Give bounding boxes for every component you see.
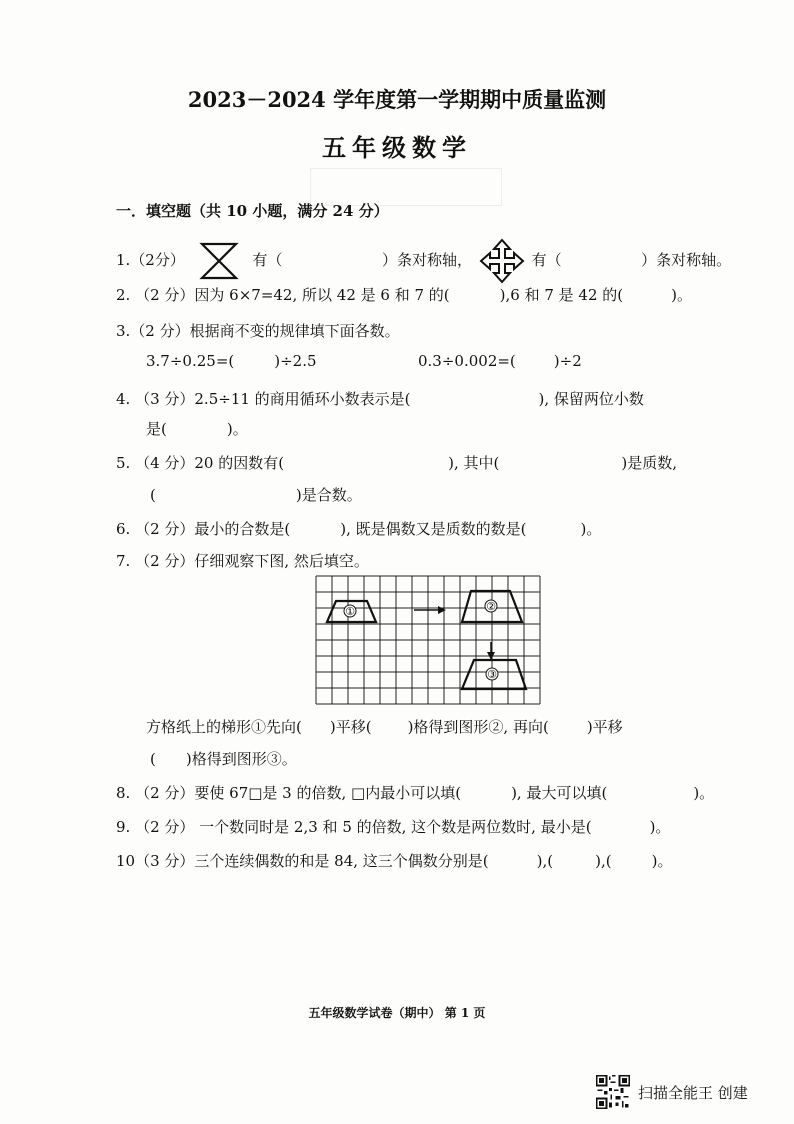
q7-l2b: )格得到图形③。 [185,750,297,768]
section-heading: 一．填空题（共 10 小题，满分 24 分） [116,202,389,220]
arrow-right-icon [438,606,446,614]
q6-mid: ), 既是偶数又是质数的数是( [340,520,527,538]
q1-text-3: 有（ [531,251,562,269]
q7-l1b: )平移( [329,718,372,736]
question-5-line-2 [150,484,362,505]
bleed-through-mark [310,168,502,206]
q4-text: 4. （3 分）2.5÷11 的商用循环小数表示是( [116,390,411,408]
q3-b-right: )÷2 [553,352,582,370]
q3-a-left: 3.7÷0.25=( [146,352,235,370]
q10-text: 10（3 分）三个连续偶数的和是 84, 这三个偶数分别是( [116,852,489,870]
grid-figure [314,574,546,706]
q4-mid: ), 保留两位小数 [538,390,644,408]
q10-end: )。 [651,852,673,870]
scanner-watermark [596,1075,748,1109]
q5-l2a: ( [150,486,156,504]
question-7-line-1 [146,716,623,737]
grid-lines [316,576,540,704]
qr-code-icon [596,1075,630,1109]
q5-text: 5. （4 分）20 的因数有( [116,454,285,472]
q7-l1a: 方格纸上的梯形①先向( [146,718,302,736]
q1-text-2: ）条对称轴， [382,251,473,269]
question-3-part-a [146,352,317,370]
q7-l2a: ( [150,750,156,768]
exam-title: 2023－2024 学年度第一学期期中质量监测 [187,87,607,112]
q4-l2a: 是( [146,420,167,438]
q2-mid: ),6 和 7 是 42 的( [499,286,624,304]
trapezoid-label-3: ③ [487,668,497,681]
question-5 [116,452,677,473]
q6-text: 6. （2 分）最小的合数是( [116,520,291,538]
q6-end: )。 [580,520,602,538]
question-10 [116,850,672,871]
q1-text-4: ）条对称轴。 [641,251,732,269]
question-9 [116,816,670,837]
question-4 [116,388,644,409]
q2-text: 2. （2 分）因为 6×7=42, 所以 42 是 6 和 7 的( [116,286,450,304]
q4-l2b: )。 [226,420,248,438]
q1-text-1: 有（ [252,251,283,269]
question-number: 1.（2分） [116,251,185,269]
question-3: 3.（2 分）根据商不变的规律填下面各数。 [116,322,400,340]
q10-m1: ),( [536,852,554,870]
four-arrows-shape-icon [479,238,525,284]
question-2 [116,284,692,305]
q9-text: 9. （2 分） 一个数同时是 2,3 和 5 的倍数, 这个数是两位数时, 最小是( [116,818,592,836]
q5-l2b: )是合数。 [295,486,362,504]
q5-mid: ), 其中( [448,454,500,472]
q8-mid: ), 最大可以填( [511,784,608,802]
exam-subtitle: 五年级数学 [322,133,472,162]
q5-end: )是质数, [621,454,677,472]
question-8 [116,782,714,803]
q9-end: )。 [649,818,671,836]
hourglass-shape-icon [198,241,240,281]
question-3-part-b [418,352,582,370]
scanner-text: 扫描全能王 创建 [638,1083,748,1102]
question-7: 7. （2 分）仔细观察下图, 然后填空。 [116,552,369,570]
q8-text: 8. （2 分）要使 67□是 3 的倍数, □内最小可以填( [116,784,462,802]
question-7-line-2 [150,748,297,769]
question-4-line-2 [146,418,248,439]
q2-end: )。 [671,286,693,304]
question-6 [116,518,601,539]
q7-l1d: )平移 [586,718,623,736]
q8-end: )。 [693,784,715,802]
q10-m2: ),( [595,852,612,870]
trapezoid-label-1: ① [345,605,355,618]
question-1 [116,238,731,284]
q7-l1c: )格得到图形②, 再向( [407,718,549,736]
q3-b-left: 0.3÷0.002=( [418,352,516,370]
q3-a-right: )÷2.5 [274,352,317,370]
page-footer: 五年级数学试卷（期中） 第 1 页 [308,1006,486,1020]
trapezoid-label-2: ② [486,600,496,613]
